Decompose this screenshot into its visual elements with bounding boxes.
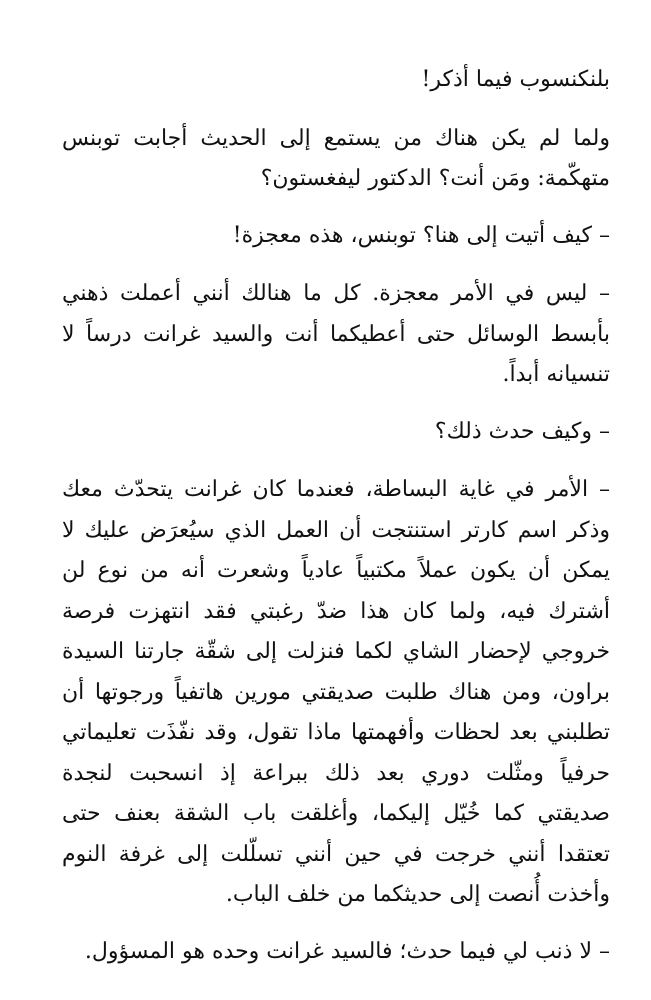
paragraph-2: ولما لم يكن هناك من يستمع إلى الحديث أجابت توبنس متهكّمة: ومَن أنت؟ الدكتور ليفغستون؟ (62, 125, 610, 191)
paragraph-5: – وكيف حدث ذلك؟ (434, 418, 610, 444)
paragraph-1: بلنكنسوب فيما أذكر! (421, 67, 610, 92)
paragraph-4: – ليس في الأمر معجزة. كل ما هنالك أنني أعملت ذهني بأبسط الوسائل حتى أعطيكما أنت والسيد غرانت درساً لا تنسيانه أبداً. (62, 281, 610, 387)
paragraph-6: – الأمر في غاية البساطة، فعندما كان غرانت يتحدّث معك وذكر اسم كارتر استنتجت أن العمل الذي سيُعرَض عليك لا يمكن أن يكون عملاً مكتبياً عادياً وشعرت أنه من نوع لن أشترك فيه، ولما كان هذا ضدّ رغبتي فقد انتهزت فرصة خروجي لإحضار الشاي لكما فنزلت إلى شقّة جارتنا السيدة براون، ومن هناك طلبت صديقتي مورين هاتفياً ورجوتها أن تطلبني بعد لحظات وأفهمتها ماذا تقول، وقد نفّذَت تعليماتي حرفياً ومثّلت دوري بعد ذلك ببراعة إذ انسحبت لنجدة صديقتي كما خُيّل إليكما، وأغلقت باب الشقة بعنف حتى تعتقدا أنني خرجت في حين أنني تسلّلت إلى غرفة النوم وأخذت أُنصت إلى حديثكما من خلف الباب. (62, 477, 610, 907)
paragraph-7: – لا ذنب لي فيما حدث؛ فالسيد غرانت وحده هو المسؤول. (84, 938, 610, 964)
paragraph-3: – كيف أتيت إلى هنا؟ توبنس، هذه معجزة! (232, 222, 610, 248)
page-text-body (62, 60, 610, 988)
